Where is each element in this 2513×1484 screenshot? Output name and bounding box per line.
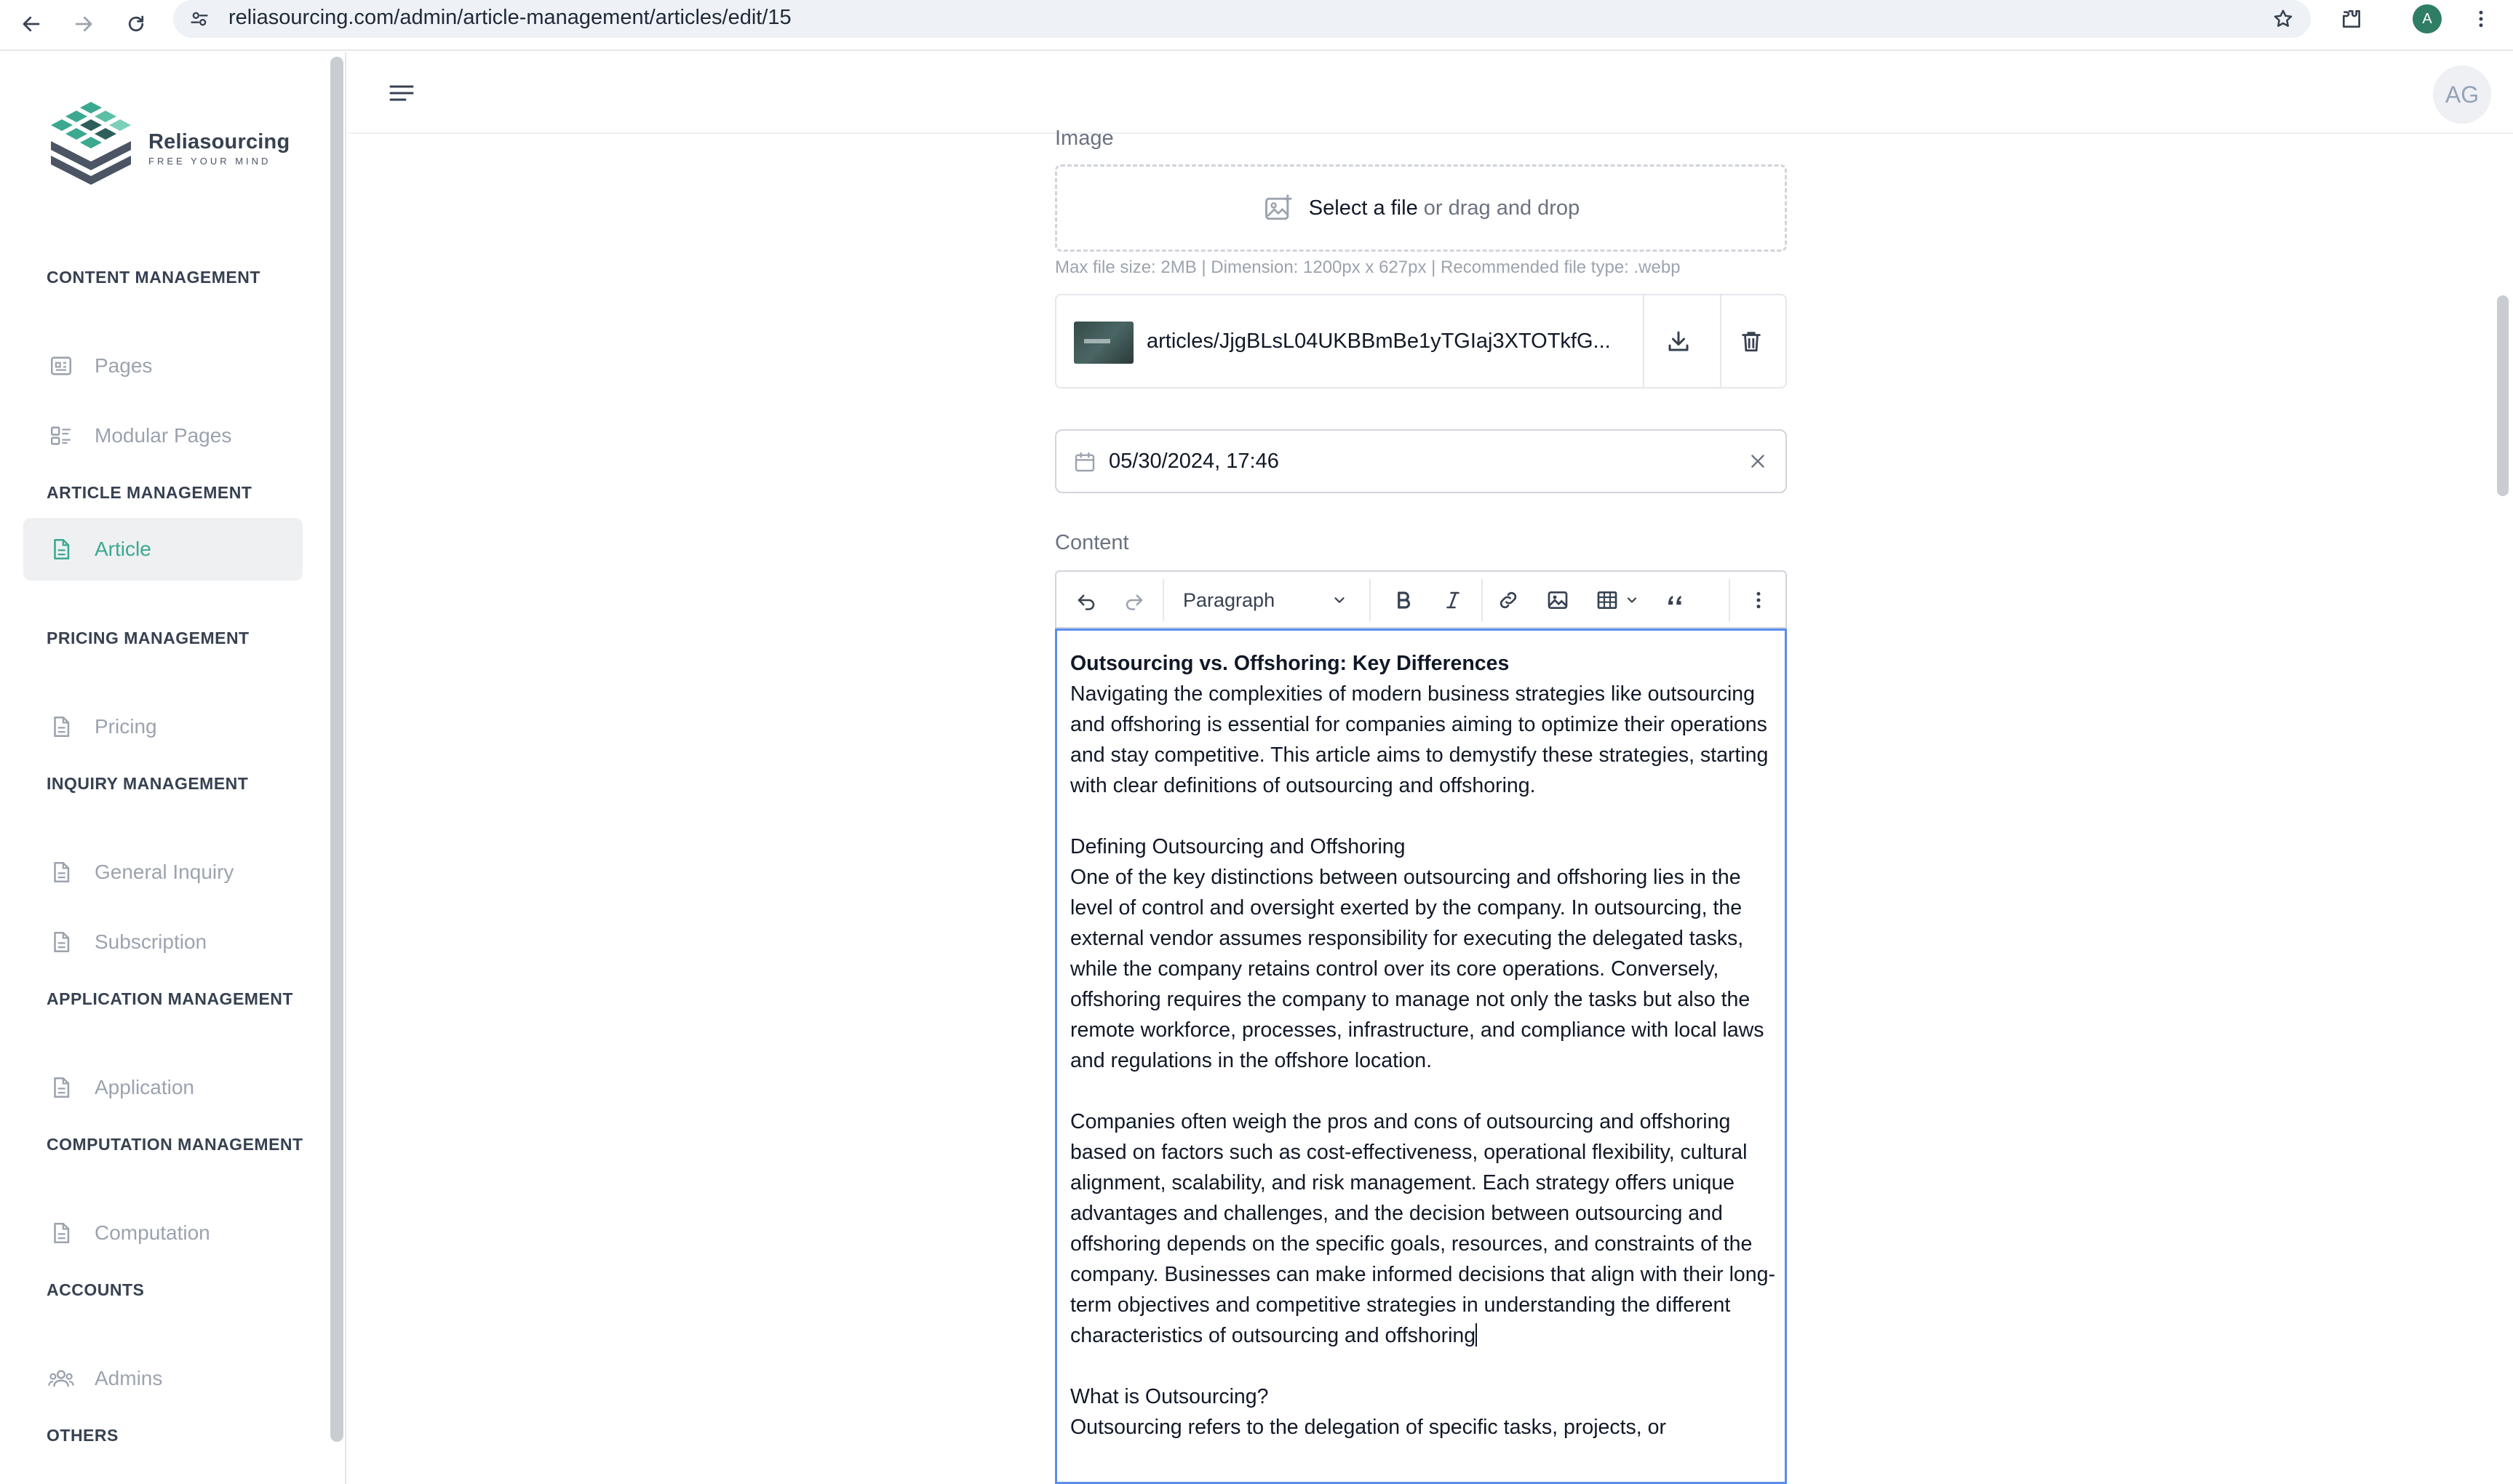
sidebar-item-label: Application (95, 1076, 194, 1098)
bookmark-star-icon[interactable] (2266, 1, 2301, 36)
toolbar-divider (1481, 579, 1483, 621)
more-options-icon[interactable] (1740, 582, 1777, 618)
image-dropzone[interactable] (1055, 164, 1787, 252)
section-title-article-management: ARTICLE MANAGEMENT (47, 483, 252, 502)
brand-name: Reliasourcing (148, 130, 290, 153)
chevron-down-icon (1331, 592, 1347, 608)
brand-tagline: FREE YOUR MIND (148, 156, 271, 167)
sidebar-item-label: Article (95, 538, 151, 560)
text-cursor (1475, 1323, 1477, 1347)
subheading-2: What is Outsourcing? (1070, 1385, 1269, 1408)
trash-icon[interactable] (1733, 323, 1769, 359)
sidebar-item-application[interactable] (23, 1056, 303, 1119)
link-icon[interactable] (1490, 582, 1526, 618)
sidebar-divider (345, 52, 346, 1484)
date-value[interactable]: 05/30/2024, 17:46 (1109, 450, 1279, 473)
chevron-down-icon[interactable] (1621, 582, 1643, 618)
sidebar-item-label: Pages (95, 354, 153, 377)
uploaded-file (1055, 294, 1787, 388)
section-title-computation-management: COMPUTATION MANAGEMENT (47, 1135, 303, 1154)
pages-icon (48, 353, 74, 379)
modular-pages-icon (48, 423, 74, 449)
sidebar-item-label: Modular Pages (95, 424, 232, 447)
sidebar-scrollbar[interactable] (330, 57, 343, 1442)
sidebar-item-label: Subscription (95, 930, 207, 953)
section-title-application-management: APPLICATION MANAGEMENT (47, 989, 293, 1008)
browser-profile-avatar[interactable]: A (2413, 4, 2442, 33)
paragraph-3: Outsourcing refers to the delegation of specific tasks, projects, or (1070, 1416, 1666, 1439)
dropzone-text: or drag and drop (1423, 196, 1580, 220)
italic-icon[interactable] (1435, 582, 1471, 618)
divider (1643, 295, 1644, 387)
section-title-others: OTHERS (47, 1426, 119, 1445)
toolbar-divider (1163, 579, 1164, 621)
upload-hint: Max file size: 2MB | Dimension: 1200px x 627px | Recommended file type: .webp (1055, 258, 1681, 277)
download-icon[interactable] (1660, 323, 1697, 359)
sidebar-item-label: Admins (95, 1367, 163, 1389)
insert-image-icon[interactable] (1540, 582, 1576, 618)
reload-icon[interactable] (118, 6, 154, 42)
sidebar-item-pages[interactable] (23, 335, 303, 397)
select-file-link[interactable]: Select a file (1308, 196, 1418, 220)
back-icon[interactable] (13, 6, 49, 42)
sidebar-item-computation[interactable] (23, 1202, 303, 1264)
publish-date-field[interactable] (1055, 429, 1787, 493)
bold-icon[interactable] (1385, 582, 1422, 618)
sidebar-item-label: Computation (95, 1221, 210, 1244)
editor-toolbar (1055, 570, 1787, 629)
article-title: Outsourcing vs. Offshoring: Key Differences (1070, 652, 1510, 675)
url-text[interactable]: reliasourcing.com/admin/article-management/articles/edit/15 (228, 6, 792, 29)
document-icon (48, 859, 74, 885)
sidebar (0, 52, 324, 1484)
user-avatar[interactable]: AG (2433, 65, 2491, 124)
sidebar-item-pricing[interactable] (23, 695, 303, 758)
site-settings-icon[interactable] (182, 1, 217, 36)
sidebar-item-modular-pages[interactable] (23, 404, 303, 467)
document-icon (48, 536, 74, 562)
brand-logo[interactable] (44, 97, 290, 199)
sidebar-item-general-inquiry[interactable] (23, 841, 303, 903)
undo-icon[interactable] (1068, 582, 1104, 618)
extensions-icon[interactable] (2334, 1, 2369, 36)
page-scrollbar[interactable] (2497, 295, 2509, 496)
block-format-value: Paragraph (1183, 589, 1275, 611)
section-title-pricing-management: PRICING MANAGEMENT (47, 629, 250, 647)
toolbar-divider (1369, 579, 1371, 621)
users-icon (48, 1365, 74, 1392)
document-icon (48, 929, 74, 955)
sidebar-item-subscription[interactable] (23, 911, 303, 973)
document-icon (48, 1074, 74, 1101)
block-format-select[interactable] (1173, 581, 1359, 620)
section-title-inquiry-management: INQUIRY MANAGEMENT (47, 774, 249, 793)
file-name: articles/JjgBLsL04UKBBmBe1yTGIaj3XTOTkfG... (1147, 330, 1611, 353)
file-thumbnail (1074, 322, 1134, 364)
brand-logo-icon (44, 97, 138, 199)
image-upload-icon (1262, 192, 1294, 224)
redo-icon[interactable] (1116, 582, 1152, 618)
sidebar-item-label: Pricing (95, 715, 157, 738)
rich-text-editor[interactable] (1055, 629, 1787, 1484)
image-label: Image (1055, 127, 1114, 150)
divider (1720, 295, 1721, 387)
menu-toggle-icon[interactable] (386, 79, 418, 108)
calendar-icon (1071, 448, 1099, 476)
sidebar-item-admins[interactable] (23, 1347, 303, 1410)
section-title-accounts: ACCOUNTS (47, 1280, 145, 1299)
browser-toolbar (0, 0, 2513, 51)
forward-icon[interactable] (65, 6, 102, 42)
address-bar[interactable] (173, 0, 2311, 38)
intro-paragraph: Navigating the complexities of modern business strategies like outsourcing and offshoring is essential for companies aiming to optimize their operations and stay competitive. This article aims to demystify these strategies, starting with clear definitions of outsourcing and offshoring. (1070, 682, 1769, 797)
paragraph-2: Companies often weigh the pros and cons of outsourcing and offshoring based on factors such as cost-effectiveness, operational flexibility, cultural alignment, scalability, and risk management. Each strategy offers unique advantages and challenges, and the decision between outsourcing and offshoring depends on the specific goals, resources, and constraints of the company. Businesses can make informed decisions that align with their long-term objectives and competitive strategies in understanding the different characteristics of outsourcing and offshoring (1070, 1110, 1775, 1347)
content-label: Content (1055, 531, 1129, 554)
document-icon (48, 714, 74, 740)
section-title-content-management: CONTENT MANAGEMENT (47, 268, 260, 287)
sidebar-item-label: General Inquiry (95, 861, 234, 883)
browser-menu-icon[interactable] (2464, 1, 2498, 36)
sidebar-item-article[interactable] (23, 518, 303, 581)
table-icon[interactable] (1589, 582, 1625, 618)
document-icon (48, 1220, 74, 1246)
clear-icon[interactable] (1745, 448, 1771, 474)
top-bar (348, 52, 2513, 134)
paragraph-1: One of the key distinctions between outsourcing and offshoring lies in the level of control and oversight exerted by the company. In outsourcing, the external vendor assumes responsibility for executing the delegated tasks, while the company retains control over its core operations. Conversely, offshoring requires the company to manage not only the tasks but also the remote workforce, processes, infrastructure, and compliance with local laws and regulations in the offshore location. (1070, 866, 1764, 1072)
editor-content[interactable] (1070, 648, 1777, 1443)
blockquote-icon[interactable] (1657, 582, 1694, 618)
subheading: Defining Outsourcing and Offshoring (1070, 835, 1406, 858)
toolbar-divider (1729, 579, 1730, 621)
